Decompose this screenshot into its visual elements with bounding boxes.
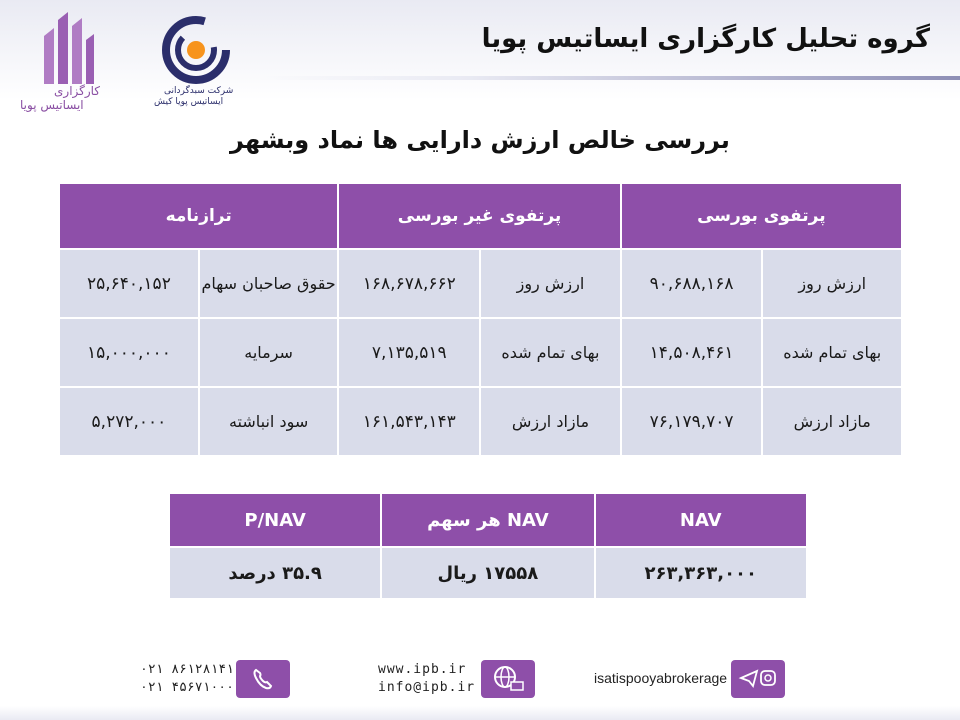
fund-logo-icon — [150, 12, 242, 88]
phone-icon[interactable] — [236, 660, 290, 698]
web-mail-icon[interactable] — [481, 660, 535, 698]
table-cell-label: ارزش روز — [762, 249, 902, 318]
table-cell-value: ۷,۱۳۵,۵۱۹ — [338, 318, 480, 387]
header-title: گروه تحلیل کارگزاری ایساتیس پویا — [481, 24, 930, 54]
nav-value-row — [169, 547, 807, 599]
nav-summary-table — [168, 492, 808, 600]
telegram-instagram-icon[interactable] — [731, 660, 785, 698]
broker-logo — [14, 6, 124, 114]
nav-value: ۲۶۳,۳۶۳,۰۰۰ — [595, 547, 808, 599]
header-divider — [260, 76, 960, 80]
table-cell-value: ۱۴,۵۰۸,۴۶۱ — [621, 318, 763, 387]
header-exchange-portfolio: پرتفوی بورسی — [621, 183, 902, 249]
header-otc-portfolio: پرتفوی غیر بورسی — [338, 183, 620, 249]
table-cell-label: بهای تمام شده — [480, 318, 621, 387]
table-row — [59, 387, 902, 456]
nav-per-share-value: ۱۷۵۵۸ ریال — [381, 547, 594, 599]
table-header-row — [59, 183, 902, 249]
table-cell-value: ۷۶,۱۷۹,۷۰۷ — [621, 387, 763, 456]
table-cell-value: ۱۶۱,۵۴۳,۱۴۳ — [338, 387, 480, 456]
table-cell-label: ارزش روز — [480, 249, 621, 318]
fund-logo-text-1: شرکت سبدگردانی — [164, 86, 234, 96]
table-cell-value: ۵,۲۷۲,۰۰۰ — [59, 387, 199, 456]
table-cell-label: سرمایه — [199, 318, 339, 387]
header-p-nav: P/NAV — [169, 493, 381, 547]
fund-logo-text-2: ایساتیس پویا کیش — [154, 97, 224, 107]
broker-logo-icon — [14, 6, 124, 86]
website-link[interactable]: www.ipb.ir — [378, 662, 467, 677]
fund-logo — [150, 12, 242, 112]
table-row — [59, 249, 902, 318]
table-cell-value: ۹۰,۶۸۸,۱۶۸ — [621, 249, 763, 318]
footer-background — [0, 706, 960, 720]
nav-details-table — [58, 182, 903, 457]
table-cell-value: ۱۶۸,۶۷۸,۶۶۲ — [338, 249, 480, 318]
table-cell-label: مازاد ارزش — [480, 387, 621, 456]
table-row — [59, 318, 902, 387]
page-title: بررسی خالص ارزش دارایی ها نماد وبشهر — [230, 126, 730, 154]
broker-logo-text-1: کارگزاری — [54, 84, 101, 98]
nav-header-row — [169, 493, 807, 547]
table-cell-label: سود انباشته — [199, 387, 339, 456]
social-handle[interactable]: isatispooyabrokerage — [594, 670, 728, 686]
p-nav-value: ۳۵.۹ درصد — [169, 547, 381, 599]
table-cell-label: مازاد ارزش — [762, 387, 902, 456]
table-cell-label: حقوق صاحبان سهام — [199, 249, 339, 318]
table-cell-label: بهای تمام شده — [762, 318, 902, 387]
email-link[interactable]: info@ipb.ir — [378, 680, 476, 695]
phone-number-1[interactable]: ۰۲۱ ۸۶۱۲۸۱۴۱ — [140, 662, 234, 677]
header-balance-sheet: ترازنامه — [59, 183, 338, 249]
table-cell-value: ۱۵,۰۰۰,۰۰۰ — [59, 318, 199, 387]
header-nav: NAV — [595, 493, 808, 547]
header-nav-per-share: NAV هر سهم — [381, 493, 594, 547]
table-cell-value: ۲۵,۶۴۰,۱۵۲ — [59, 249, 199, 318]
broker-logo-text-2: ایساتیس پویا — [20, 98, 84, 112]
phone-number-2[interactable]: ۰۲۱ ۴۵۶۷۱۰۰۰ — [140, 680, 234, 695]
